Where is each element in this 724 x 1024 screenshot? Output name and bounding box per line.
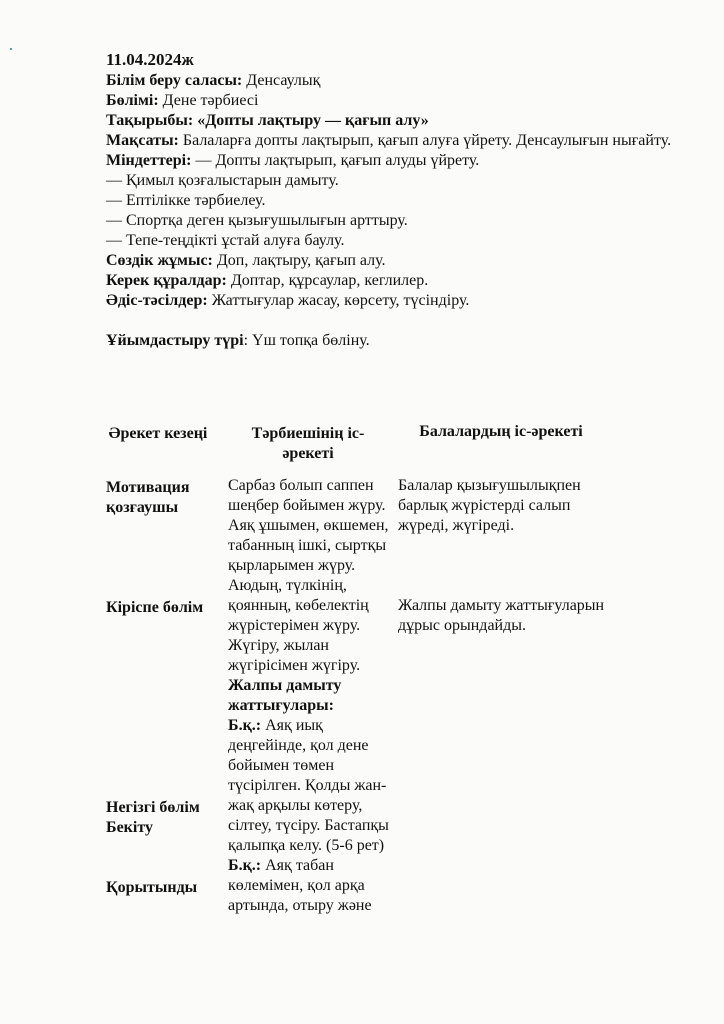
header-line-methods: Әдіс-тәсілдер: Жаттығулар жасау, көрсету, түсіндіру. bbox=[106, 292, 470, 309]
stage-motivation: Мотивация қозғаушы bbox=[106, 479, 190, 516]
task-item: — Қимыл қозғалыстарын дамыту. bbox=[106, 172, 339, 189]
teacher-text: Сарбаз болып саппен шеңбер бойымен жүру. Аяқ ұшымен, өкшемен, табанның ішкі, сыртқы қырларымен жүру. Аюдың, түлкінің, қоянның, көбелектің жүрістерімен жүру. Жүгіру, жылан жүгірісімен жүгіру. bbox=[228, 477, 389, 674]
lesson-header bbox=[106, 50, 676, 351]
header-line-vocabulary: Сөздік жұмыс: Доп, лақтыру, қағып алу. bbox=[106, 252, 386, 269]
column-header-teacher: Тәрбиешінің іс-әрекеті bbox=[251, 425, 365, 462]
header-line-field: Білім беру саласы: Денсаулық bbox=[106, 72, 321, 89]
teacher-text: Б.қ.: Аяқ табан көлемімен, қол арқа артында, отыру және bbox=[228, 857, 372, 914]
header-line-equipment: Керек құралдар: Доптар, құрсаулар, кеглилер. bbox=[106, 272, 429, 289]
task-item: — Тепе-теңдікті ұстай алуға баулу. bbox=[106, 232, 345, 249]
lesson-date: 11.04.2024ж bbox=[106, 50, 194, 69]
children-activity-cell: Балалар қызығушылықпен барлық жүрістерді салып жүреді, жүгіреді. bbox=[398, 477, 581, 534]
stage-intro: Кіріспе бөлім bbox=[106, 599, 204, 616]
header-line-topic: Тақырыбы: «Допты лақтыру — қағып алу» bbox=[106, 112, 429, 129]
stage-conclusion: Қорытынды bbox=[106, 879, 198, 896]
header-line-section: Бөлімі: Дене тәрбиесі bbox=[106, 92, 259, 109]
children-activity-cell: Жалпы дамыту жаттығуларын дұрыс орындайды. bbox=[398, 597, 605, 634]
stage-main: Негізгі бөлім Бекіту bbox=[106, 799, 200, 836]
header-line-organization: Ұйымдастыру түрі: Үш топқа бөліну. bbox=[106, 332, 370, 349]
exercise-heading: Жалпы дамыту жаттығулары: bbox=[228, 677, 342, 714]
teacher-text: Б.қ.: Аяқ иық деңгейінде, қол дене бойымен төмен түсірілген. Қолды жан-жақ арқылы көтеру, сілтеу, түсіру. Бастапқы қалыпқа келу. (5-6 рет) bbox=[228, 717, 389, 854]
scan-speck bbox=[10, 48, 12, 50]
header-line-tasks: Міндеттері: — Допты лақтырып, қағып алуды үйрету. bbox=[106, 152, 480, 169]
header-line-goal: Мақсаты: Балаларға допты лақтырып, қағып алуға үйрету. Денсаулығын нығайту. bbox=[106, 132, 672, 149]
column-header-children: Балалардың іс-әрекеті bbox=[419, 423, 583, 440]
task-item: — Ептілікке тәрбиелеу. bbox=[106, 192, 266, 209]
column-header-stage: Әрекет кезеңі bbox=[108, 425, 208, 442]
task-item: — Спортқа деген қызығушылығын арттыру. bbox=[106, 212, 408, 229]
teacher-activity-cell bbox=[228, 476, 390, 916]
